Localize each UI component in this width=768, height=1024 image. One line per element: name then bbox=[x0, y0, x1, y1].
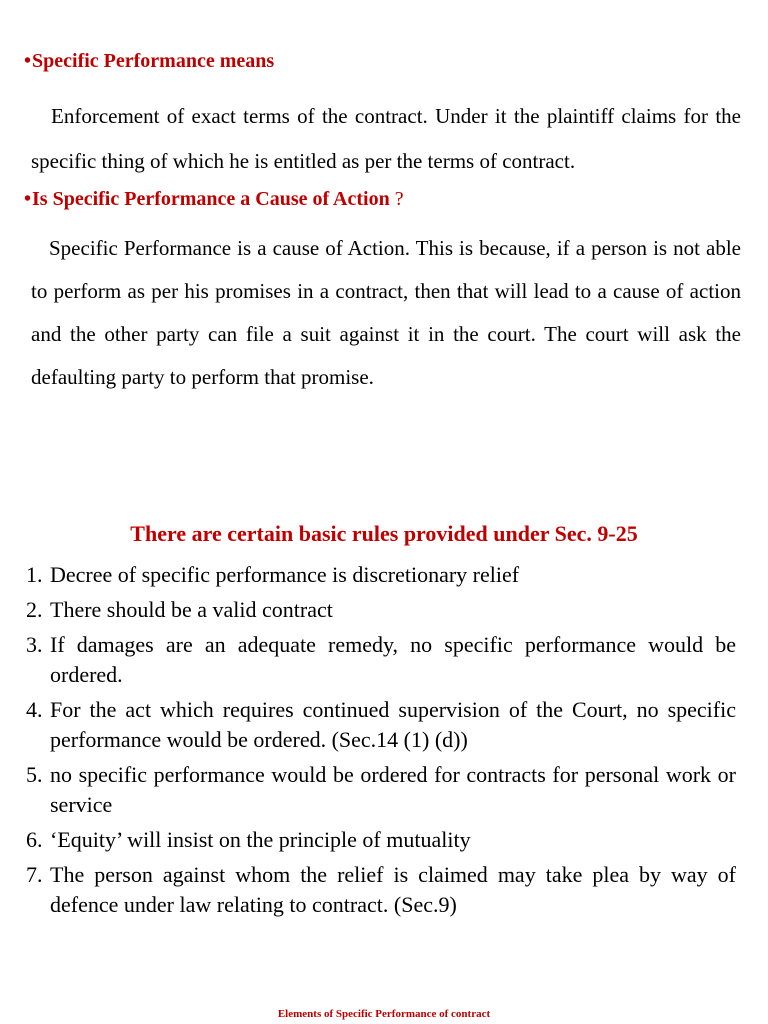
rules-list bbox=[26, 560, 736, 925]
bullet-icon: • bbox=[24, 188, 32, 210]
section-heading-meaning bbox=[24, 49, 274, 73]
question-mark: ? bbox=[389, 188, 404, 210]
rule-item bbox=[26, 560, 736, 590]
section-heading-text: Specific Performance means bbox=[32, 50, 275, 72]
slide-footer: Elements of Specific Performance of contract bbox=[277, 1008, 491, 1020]
rule-text: The person against whom the relief is claimed may take plea by way of defence under law relating to contract. (Sec.9) bbox=[50, 862, 736, 917]
rule-text: There should be a valid contract bbox=[50, 597, 333, 622]
rules-title: There are certain basic rules provided under Sec. 9-25 bbox=[130, 521, 638, 546]
rule-text: Decree of specific performance is discretionary relief bbox=[50, 562, 520, 587]
rule-text: For the act which requires continued supervision of the Court, no specific performance would be ordered. (Sec.14 (1) (d)) bbox=[50, 697, 736, 752]
rule-number: 4. bbox=[26, 697, 43, 722]
rule-text: no specific performance would be ordered for contracts for personal work or service bbox=[50, 762, 736, 817]
rule-number: 3. bbox=[26, 632, 43, 657]
rule-item bbox=[26, 860, 736, 920]
rule-item bbox=[26, 695, 736, 755]
rule-number: 5. bbox=[26, 762, 43, 787]
rule-number: 7. bbox=[26, 862, 43, 887]
paragraph-meaning: Enforcement of exact terms of the contract. Under it the plaintiff claims for the specific thing of which he is entitled as per the terms of contract. bbox=[31, 104, 741, 173]
rule-number: 2. bbox=[26, 597, 43, 622]
rule-number: 6. bbox=[26, 827, 43, 852]
rule-item bbox=[26, 630, 736, 690]
rule-item bbox=[26, 595, 736, 625]
section-heading-text: Is Specific Performance a Cause of Action bbox=[32, 188, 390, 210]
section-heading-cause-of-action bbox=[24, 187, 404, 211]
rule-number: 1. bbox=[26, 562, 43, 587]
bullet-icon: • bbox=[24, 50, 32, 72]
rule-text: ‘Equity’ will insist on the principle of mutuality bbox=[50, 827, 471, 852]
rule-item bbox=[26, 825, 736, 855]
rule-text: If damages are an adequate remedy, no specific performance would be ordered. bbox=[50, 632, 736, 687]
rule-item bbox=[26, 760, 736, 820]
paragraph-cause-of-action: Specific Performance is a cause of Action. This is because, if a person is not able to perform as per his promises in a contract, then that will lead to a cause of action and the other party can file a suit against it in the court. The court will ask the defaulting party to perform that promise. bbox=[31, 236, 741, 389]
